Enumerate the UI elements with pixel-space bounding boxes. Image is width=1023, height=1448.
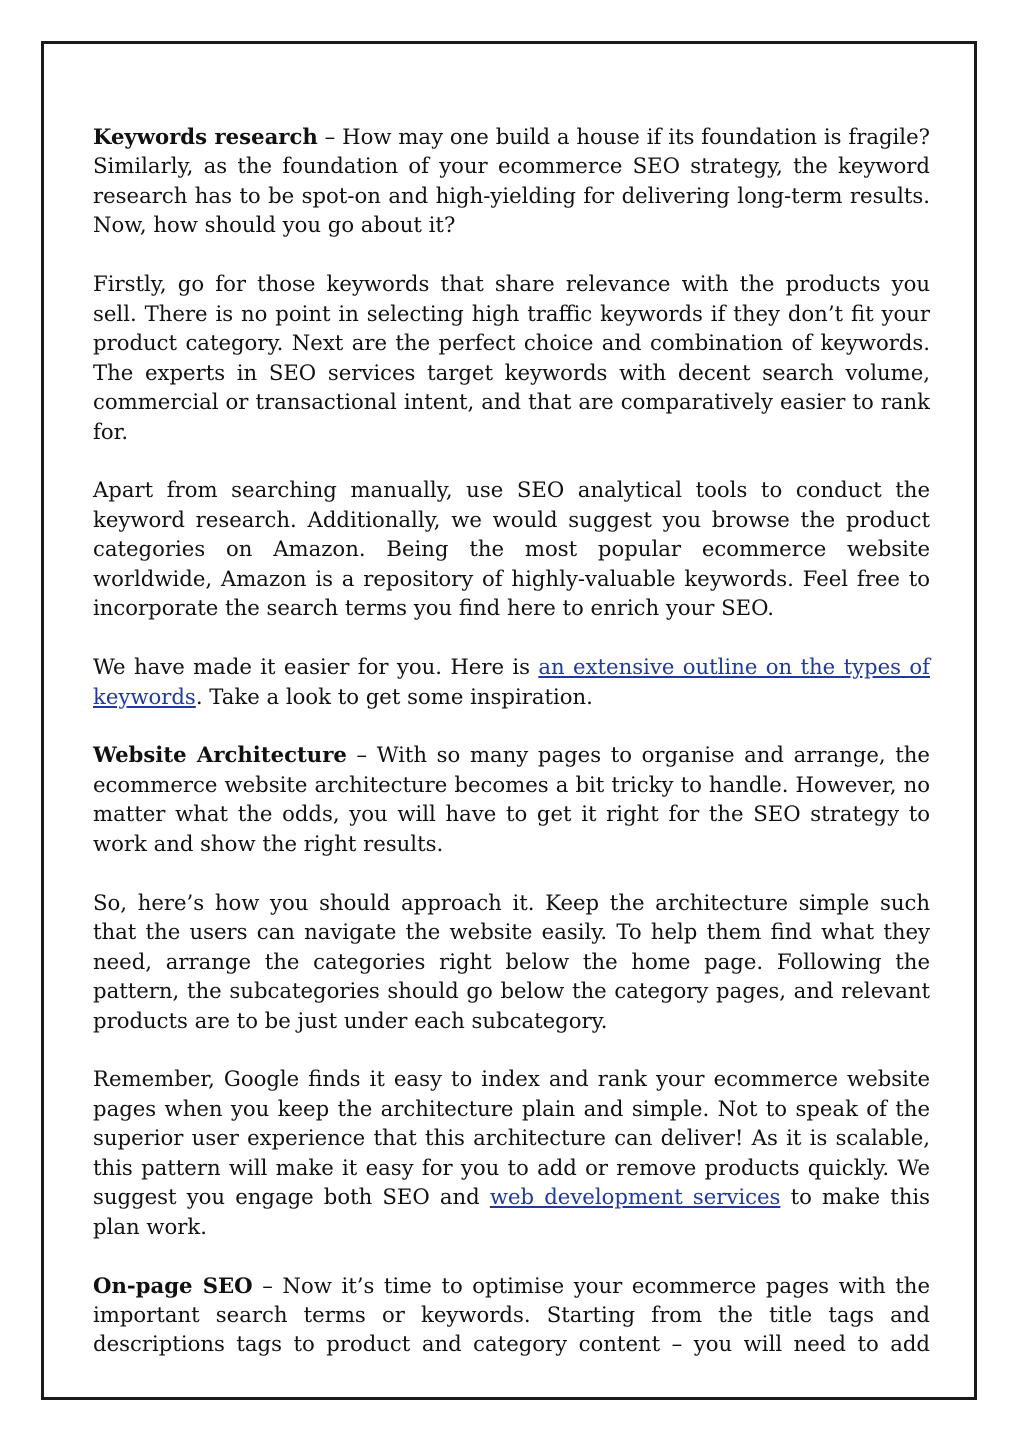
keywords-paragraph-3: Apart from searching manually, use SEO analytical tools to conduct the keyword research. Additionally, we would suggest you browse the product categories on Amazon. Being the most popular ecommerce website worldwide, Amazon is a repository of highly-valuable keywords. Feel free to incorporate the search terms you find here to enrich your SEO. <box>93 477 930 621</box>
architecture-paragraph-3 <box>93 1064 930 1241</box>
website-architecture-heading: Website Architecture <box>93 742 347 768</box>
keywords-paragraph-4 <box>93 652 930 711</box>
document-body <box>93 122 930 1359</box>
keywords-research-heading: Keywords research <box>93 124 318 149</box>
web-development-services-link[interactable]: web development services <box>489 1184 781 1210</box>
architecture-p3-text-end: to make this plan work. <box>93 1184 931 1239</box>
separator: – <box>346 742 377 768</box>
separator: – <box>317 124 343 149</box>
keywords-paragraph-2: Firstly, go for those keywords that share relevance with the products you sell. There is no point in selecting high traffic keywords if they don’t fit your product category. Next are the perfect choice and combination of keywords. The experts in SEO services target keywords with decent search volume, commercial or transactional intent, and that are comparatively easier to rank for. <box>93 271 930 444</box>
website-architecture-paragraph <box>93 740 930 858</box>
keywords-p4-text: We have made it easier for you. Here is <box>93 654 539 680</box>
on-page-seo-paragraph <box>93 1271 930 1359</box>
on-page-seo-intro: Now it’s time to optimise your ecommerce pages with the important search terms or keywords. Starting from the title tags and descriptions tags to product and category content – you will need to add <box>93 1272 930 1357</box>
keywords-research-paragraph <box>93 122 930 240</box>
keywords-outline-link[interactable]: an extensive outline on the types of keywords <box>93 654 930 709</box>
architecture-paragraph-2: So, here’s how you should approach it. Keep the architecture simple such that the users can navigate the website easily. To help them find what they need, arrange the categories right below the home page. Following the pattern, the subcategories should go below the category pages, and relevant products are to be just under each subcategory. <box>93 889 930 1033</box>
website-architecture-intro: With so many pages to organise and arrange, the ecommerce website architecture becomes a bit tricky to handle. However, no matter what the odds, you will have to get it right for the SEO strategy to work and show the right results. <box>93 742 930 856</box>
separator: – <box>252 1272 283 1298</box>
keywords-research-intro: How may one build a house if its foundation is fragile? Similarly, as the foundation of your ecommerce SEO strategy, the keyword research has to be spot-on and high-yielding for delivering long-term results. Now, how should you go about it? <box>93 124 930 238</box>
keywords-p4-text-end: . Take a look to get some inspiration. <box>195 683 593 709</box>
architecture-p3-text: Remember, Google finds it easy to index and rank your ecommerce website pages when you keep the architecture plain and simple. Not to speak of the superior user experience that this architecture can deliver! As it is scalable, this pattern will make it easy for you to add or remove products quickly. We suggest you engage both SEO and <box>93 1066 930 1210</box>
on-page-seo-heading: On-page SEO <box>93 1272 253 1298</box>
